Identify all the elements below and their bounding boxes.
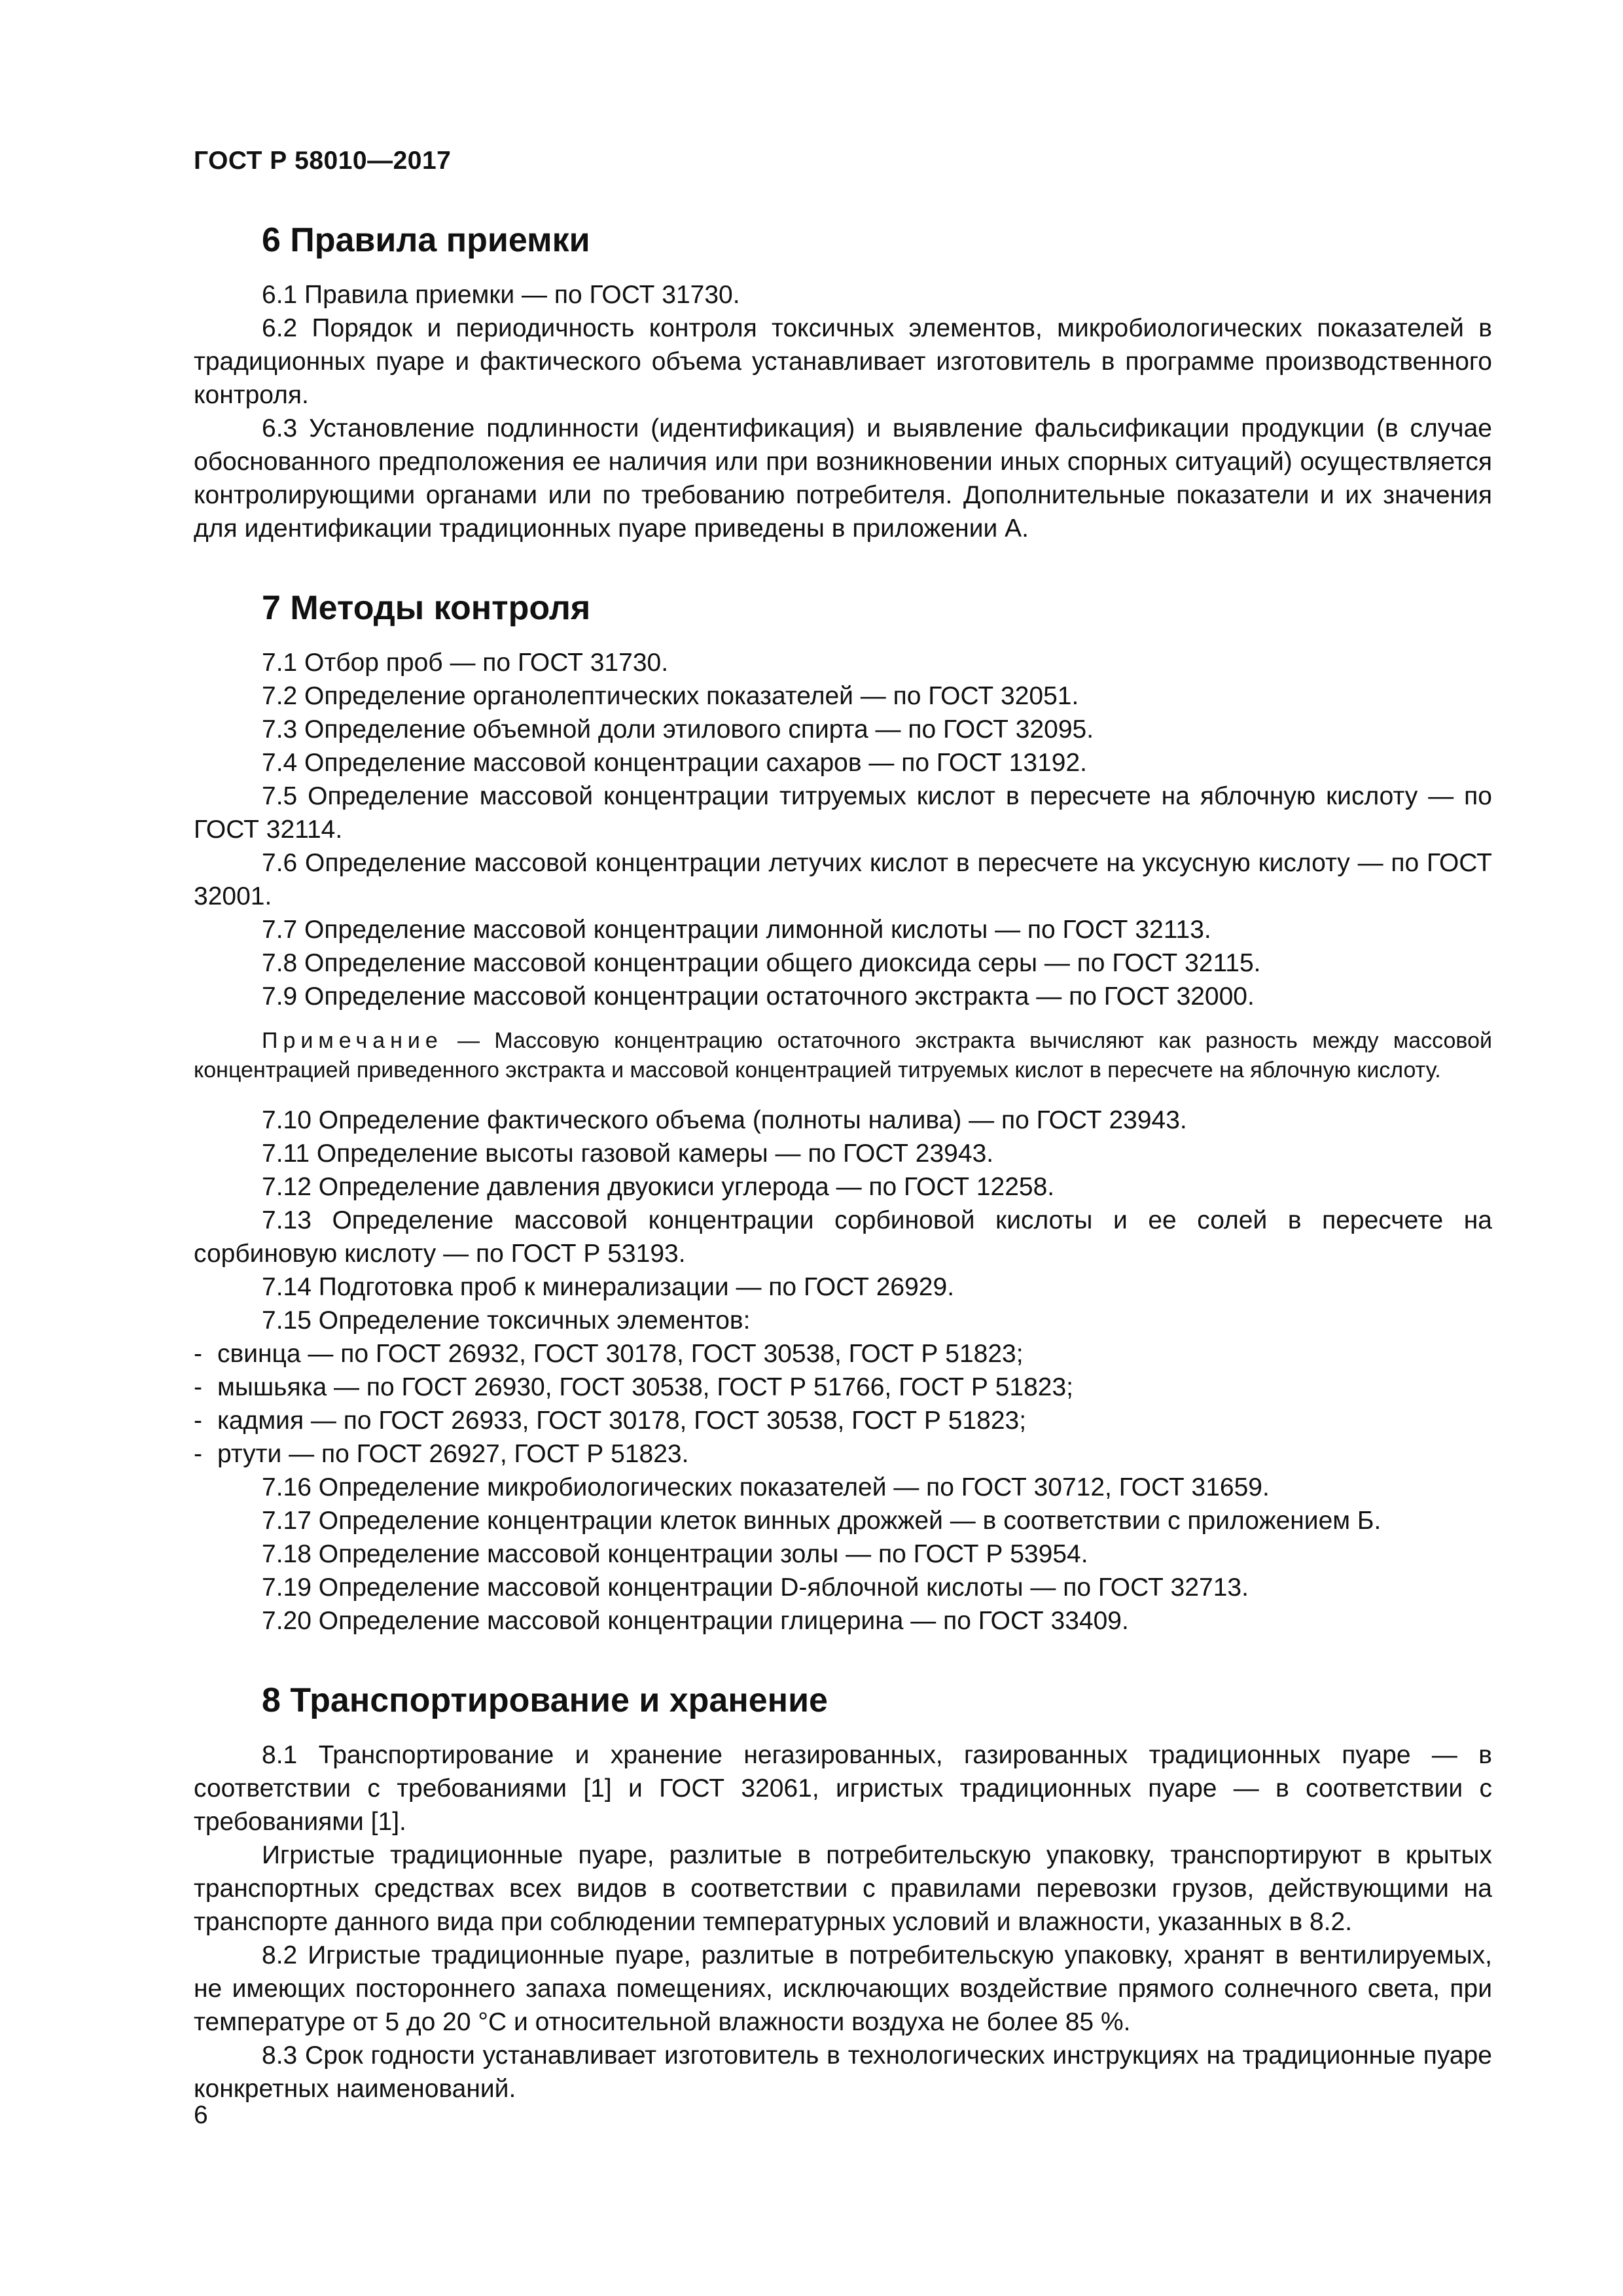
- paragraph-7-4: 7.4 Определение массовой концентрации сахаров — по ГОСТ 13192.: [262, 749, 1087, 777]
- paragraph-7-6: 7.6 Определение массовой концентрации летучих кислот в пересчете на уксусную кислоту — по ГОСТ 32001.: [194, 849, 1492, 910]
- list-item-text: кадмия — по ГОСТ 26933, ГОСТ 30178, ГОСТ 30538, ГОСТ Р 51823;: [217, 1407, 1027, 1435]
- page-number: 6: [194, 2101, 208, 2129]
- document-body: [194, 219, 1492, 2106]
- paragraph-7-1: 7.1 Отбор проб — по ГОСТ 31730.: [262, 649, 669, 677]
- paragraph-8-1: 8.1 Транспортирование и хранение негазированных, газированных традиционных пуаре — в соответствии с требованиями [1] и ГОСТ 32061, игристых традиционных пуаре — в соответствии с требованиями [1].: [194, 1741, 1492, 1836]
- section-8-title: 8 Транспортирование и хранение: [262, 1681, 828, 1719]
- dash-marker: -: [194, 1407, 202, 1435]
- list-item-arsenic: [194, 1371, 1492, 1404]
- paragraph-8-2: 8.2 Игристые традиционные пуаре, разлитые в потребительскую упаковку, хранят в вентилируемых, не имеющих постороннего запаха помещениях, исключающих воздействие прямого солнечного света, при температуре от 5 до 20 °С и относительной влажности воздуха не более 85 %.: [194, 1941, 1492, 2036]
- dash-marker: -: [194, 1340, 202, 1368]
- paragraph-7-20: 7.20 Определение массовой концентрации глицерина — по ГОСТ 33409.: [262, 1607, 1129, 1635]
- paragraph-7-10: 7.10 Определение фактического объема (полноты налива) — по ГОСТ 23943.: [262, 1106, 1187, 1134]
- paragraph-7-5: 7.5 Определение массовой концентрации титруемых кислот в пересчете на яблочную кислоту — по ГОСТ 32114.: [194, 782, 1492, 844]
- paragraph-7-3: 7.3 Определение объемной доли этилового спирта — по ГОСТ 32095.: [262, 715, 1094, 744]
- paragraph-7-13: 7.13 Определение массовой концентрации сорбиновой кислоты и ее солей в пересчете на сорбиновую кислоту — по ГОСТ Р 53193.: [194, 1206, 1492, 1268]
- list-item-mercury: [194, 1437, 1492, 1471]
- paragraph-7-7: 7.7 Определение массовой концентрации лимонной кислоты — по ГОСТ 32113.: [262, 916, 1211, 944]
- note-block: [194, 1026, 1492, 1085]
- paragraph-7-17: 7.17 Определение концентрации клеток винных дрожжей — в соответствии с приложением Б.: [262, 1507, 1382, 1535]
- paragraph-7-18: 7.18 Определение массовой концентрации золы — по ГОСТ Р 53954.: [262, 1540, 1088, 1568]
- paragraph-7-14: 7.14 Подготовка проб к минерализации — по ГОСТ 26929.: [262, 1273, 955, 1301]
- paragraph-8-3: 8.3 Срок годности устанавливает изготовитель в технологических инструкциях на традиционные пуаре конкретных наименований.: [194, 2041, 1492, 2103]
- paragraph-7-2: 7.2 Определение органолептических показателей — по ГОСТ 32051.: [262, 682, 1079, 710]
- paragraph-6-3: 6.3 Установление подлинности (идентификация) и выявление фальсификации продукции (в случае обоснованного предположения ее наличия или при возникновении иных спорных ситуаций) осуществляется контролирующими органами или по требованию потребителя. Дополнительные показатели и их значения для идентификации традиционных пуаре приведены в приложении А.: [194, 414, 1492, 543]
- section-7-title: 7 Методы контроля: [262, 589, 591, 627]
- paragraph-6-2: 6.2 Порядок и периодичность контроля токсичных элементов, микробиологических показателей в традиционных пуаре и фактического объема устанавливает изготовитель в программе производственного контроля.: [194, 314, 1492, 409]
- list-item-text: свинца — по ГОСТ 26932, ГОСТ 30178, ГОСТ 30538, ГОСТ Р 51823;: [217, 1340, 1024, 1368]
- dash-marker: -: [194, 1373, 202, 1401]
- paragraph-6-1: 6.1 Правила приемки — по ГОСТ 31730.: [262, 281, 740, 309]
- paragraph-7-15: 7.15 Определение токсичных элементов:: [262, 1306, 751, 1335]
- list-item-lead: [194, 1337, 1492, 1371]
- list-item-cadmium: [194, 1404, 1492, 1437]
- document-header-code: ГОСТ Р 58010—2017: [194, 147, 452, 175]
- paragraph-7-9: 7.9 Определение массовой концентрации остаточного экстракта — по ГОСТ 32000.: [262, 982, 1255, 1011]
- dash-marker: -: [194, 1440, 202, 1468]
- paragraph-7-11: 7.11 Определение высоты газовой камеры — по ГОСТ 23943.: [262, 1139, 994, 1168]
- list-item-text: мышьяка — по ГОСТ 26930, ГОСТ 30538, ГОСТ Р 51766, ГОСТ Р 51823;: [217, 1373, 1074, 1401]
- paragraph-7-16: 7.16 Определение микробиологических показателей — по ГОСТ 30712, ГОСТ 31659.: [262, 1473, 1270, 1501]
- note-label: Примечание: [262, 1028, 443, 1053]
- list-item-text: ртути — по ГОСТ 26927, ГОСТ Р 51823.: [217, 1440, 689, 1468]
- paragraph-7-19: 7.19 Определение массовой концентрации D-яблочной кислоты — по ГОСТ 32713.: [262, 1573, 1249, 1602]
- paragraph-8-1-b: Игристые традиционные пуаре, разлитые в потребительскую упаковку, транспортируют в крытых транспортных средствах всех видов в соответствии с правилами перевозки грузов, действующими на транспорте данного вида при соблюдении температурных условий и влажности, указанных в 8.2.: [194, 1841, 1492, 1936]
- paragraph-7-12: 7.12 Определение давления двуокиси углерода — по ГОСТ 12258.: [262, 1173, 1055, 1201]
- paragraph-7-8: 7.8 Определение массовой концентрации общего диоксида серы — по ГОСТ 32115.: [262, 949, 1261, 977]
- section-6-title: 6 Правила приемки: [262, 221, 590, 259]
- note-text: — Массовую концентрацию остаточного экстракта вычисляют как разность между массовой концентрацией приведенного экстракта и массовой концентрацией титруемых кислот в пересчете на яблочную кислоту.: [194, 1028, 1492, 1083]
